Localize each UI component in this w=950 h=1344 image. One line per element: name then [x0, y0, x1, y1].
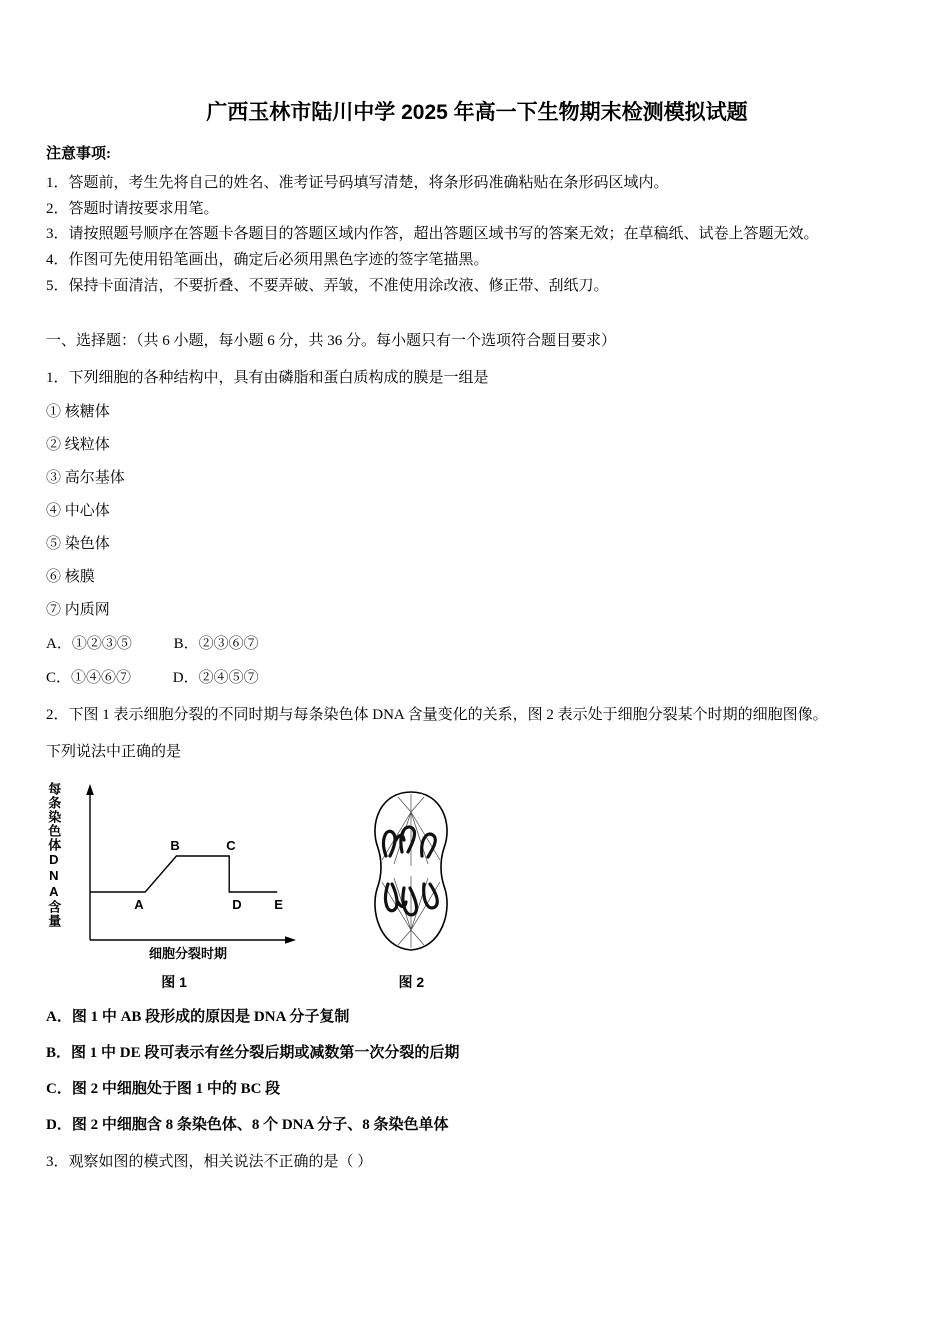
notice-header: 注意事项:	[46, 146, 111, 162]
figure1-series	[90, 838, 283, 912]
figure1-point-label-D: D	[232, 896, 242, 912]
q1-item-4: ④ 中心体	[46, 502, 110, 519]
q2-option-a: A．图 1 中 AB 段形成的原因是 DNA 分子复制	[46, 1008, 350, 1025]
question3-stem: 3．观察如图的模式图，相关说法不正确的是（ ）	[46, 1153, 373, 1170]
section1-header: 一、选择题：（共 6 小题，每小题 6 分，共 36 分。每小题只有一个选项符合题目要求）	[46, 332, 617, 349]
notice-section	[46, 142, 908, 300]
notice-item-1: 1．答题前，考生先将自己的姓名、准考证号码填写清楚，将条形码准确粘贴在条形码区域内。	[46, 174, 669, 191]
notice-item-2: 2．答题时请按要求用笔。	[46, 200, 219, 217]
figure2-caption: 图 2	[398, 973, 425, 990]
q1-item-5: ⑤ 染色体	[46, 535, 110, 552]
figure1-caption: 图 1	[161, 973, 187, 990]
chromosomes-upper	[384, 827, 436, 857]
q1-item-2: ② 线粒体	[46, 436, 110, 453]
figure2	[336, 780, 486, 992]
q2-option-c: C．图 2 中细胞处于图 1 中的 BC 段	[46, 1080, 281, 1097]
q1-item-1: ① 核糖体	[46, 403, 110, 420]
q1-item-6: ⑥ 核膜	[46, 568, 95, 585]
y-axis-arrow-icon	[86, 784, 94, 795]
q2-option-b: B．图 1 中 DE 段可表示有丝分裂后期或减数第一次分裂的后期	[46, 1044, 460, 1061]
question2-stem: 2．下图 1 表示细胞分裂的不同时期与每条染色体 DNA 含量变化的关系，图 2 表示处于细胞分裂某个时期的细胞图像。	[46, 706, 828, 723]
figure1-point-label-A: A	[134, 896, 144, 912]
question1-stem: 1．下列细胞的各种结构中，具有由磷脂和蛋白质构成的膜是一组是	[46, 370, 489, 387]
figure1-point-label-B: B	[170, 837, 181, 853]
q1-option-b: B．②③⑥⑦	[173, 635, 259, 652]
question2-stem-2: 下列说法中正确的是	[46, 744, 182, 761]
q1-options-row-1	[46, 634, 908, 655]
notice-item-5: 5．保持卡面清洁，不要折叠、不要弄破、弄皱，不准使用涂改液、修正带、刮纸刀。	[46, 277, 609, 294]
figure1-x-axis-label: 细胞分裂时期	[149, 945, 228, 961]
page-title: 广西玉林市陆川中学 2025 年高一下生物期末检测模拟试题	[206, 101, 748, 124]
x-axis-arrow-icon	[285, 936, 296, 944]
q1-options-row-2	[46, 668, 908, 689]
q2-option-d: D．图 2 中细胞含 8 条染色体、8 个 DNA 分子、8 条染色单体	[46, 1116, 449, 1133]
notice-item-4: 4．作图可先使用铅笔画出，确定后必须用黑色字迹的签字笔描黑。	[46, 252, 489, 269]
question2-figures	[46, 780, 908, 992]
q1-option-a: A．①②③⑤	[46, 635, 132, 652]
notice-item-3: 3．请按照题号顺序在答题卡各题目的答题区域内作答，超出答题区域书写的答案无效；在草稿纸、试卷上答题无效。	[46, 226, 819, 243]
figure1-point-label-C: C	[226, 837, 236, 853]
q1-option-d: D．②④⑤⑦	[172, 669, 259, 686]
q1-item-7: ⑦ 内质网	[46, 601, 110, 618]
figure1-point-label-E: E	[274, 896, 284, 912]
q1-item-3: ③ 高尔基体	[46, 469, 125, 486]
figure1-line-chart	[60, 780, 302, 966]
figure1-y-axis-label: 每条染色体DNA含量	[46, 781, 62, 928]
q1-option-c: C．①④⑥⑦	[46, 669, 132, 686]
figure2-cell-image	[336, 780, 486, 966]
figure1	[46, 780, 302, 992]
